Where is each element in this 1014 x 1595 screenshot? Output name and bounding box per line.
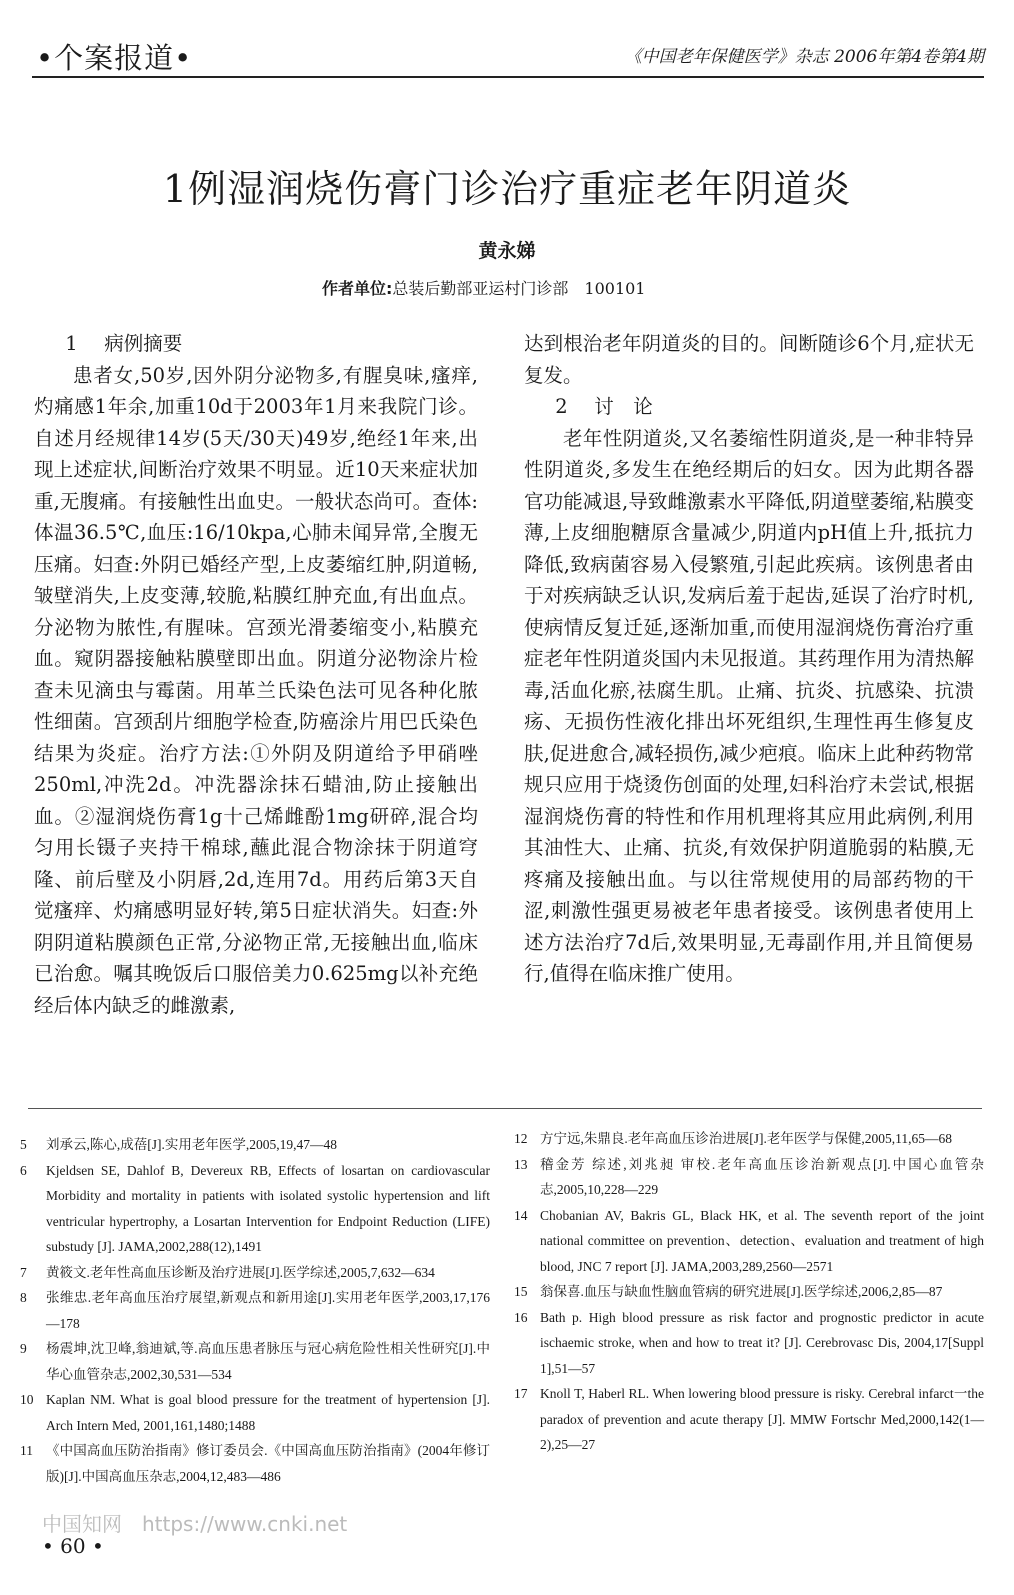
section-label: •个案报道• [36, 41, 193, 75]
affiliation-label: 作者单位: [322, 279, 393, 298]
reference-text: 稽金芳 综述,刘兆昶 审校.老年高血压诊治新观点[J].中国心血管杂志,2005,10,228—229 [540, 1156, 984, 1197]
reference-text: 刘承云,陈心,成蓓[J].实用老年医学,2005,19,47—48 [46, 1137, 337, 1152]
reference-text: 《中国高血压防治指南》修订委员会.《中国高血压防治指南》(2004年修订版)[J].中国高血压杂志,2004,12,483—486 [46, 1443, 490, 1484]
reference-text: Bath p. High blood pressure as risk factor and prognostic predictor in acute ischaemic stroke, when and how to treat it? [J]. Cerebrovasc Dis, 2004,17[Suppl 1],51—57 [540, 1309, 984, 1376]
reference-number: 11 [20, 1443, 33, 1458]
author-name: 黄永娣 [478, 240, 536, 262]
journal-header: 《中国老年保健医学》杂志 2006年第4卷第4期 [624, 47, 984, 67]
reference-text: Chobanian AV, Bakris GL, Black HK, et al. The seventh report of the joint national committee on prevention、detection、evaluation and treatment of high blood, JNC 7 report [J]. JAMA,2003,289,2560—2571 [540, 1207, 984, 1274]
reference-item [20, 1438, 490, 1489]
references-left [20, 1132, 490, 1489]
reference-number: 16 [514, 1309, 528, 1325]
case-paragraph-continued: 达到根治老年阴道炎的目的。间断随诊6个月,症状无复发。 [524, 332, 974, 387]
reference-text: 张维忠.老年高血压治疗展望,新观点和新用途[J].实用老年医学,2003,17,176—178 [46, 1290, 490, 1331]
reference-item [514, 1126, 984, 1152]
reference-item [514, 1305, 984, 1382]
article-title: 1例湿润烧伤膏门诊治疗重症老年阴道炎 [162, 167, 852, 211]
reference-item [514, 1152, 984, 1203]
reference-number: 13 [514, 1156, 528, 1172]
reference-number: 6 [20, 1162, 27, 1178]
reference-text: Kaplan NM. What is goal blood pressure for the treatment of hypertension [J]. Arch Intern Med, 2001,161,1480;1488 [46, 1392, 490, 1433]
reference-number: 15 [514, 1284, 528, 1299]
reference-number: 7 [20, 1264, 27, 1280]
reference-item [20, 1260, 490, 1286]
reference-item [20, 1387, 490, 1438]
discussion-paragraph: 老年性阴道炎,又名萎缩性阴道炎,是一种非特异性阴道炎,多发生在绝经期后的妇女。因为此期各器官功能减退,导致雌激素水平降低,阴道壁萎缩,粘膜变薄,上皮细胞糖原含量减少,阴道内pH值上升,抵抗力降低,致病菌容易入侵繁殖,引起此疾病。该例患者由于对疾病缺乏认识,发病后羞于起齿,延误了治疗时机,使病情反复迁延,逐渐加重,而使用湿润烧伤膏治疗重症老年性阴道炎国内未见报道。其药理作用为清热解毒,活血化瘀,祛腐生肌。止痛、抗炎、抗感染、抗溃疡、无损伤性液化排出坏死组织,生理性再生修复皮肤,促进愈合,减轻损伤,减少疤痕。临床上此种药物常规只应用于烧烫伤创面的处理,妇科治疗未尝试,根据湿润烧伤膏的特性和作用机理将其应用此病例,利用其油性大、止痛、抗炎,有效保护阴道脆弱的粘膜,无疼痛及接触出血。与以往常规使用的局部药物的干涩,刺激性强更易被老年患者接受。该例患者使用上述方法治疗7d后,效果明显,无毒副作用,并且简便易行,值得在临床推广使用。 [524, 426, 974, 985]
reference-text: Knoll T, Haberl RL. When lowering blood pressure is risky. Cerebral infarct一the paradox of prevention and acute therapy [J]. MMW Fortschr Med,2000,142(1—2),25—27 [540, 1386, 984, 1452]
reference-item [20, 1285, 490, 1336]
references-rule [28, 1108, 982, 1109]
reference-number: 9 [20, 1341, 27, 1356]
reference-item [20, 1336, 490, 1387]
reference-item [514, 1203, 984, 1280]
affiliation-text: 总装后勤部亚运村门诊部 100101 [392, 279, 646, 298]
reference-text: 杨震坤,沈卫峰,翁迪斌,等.高血压患者脉压与冠心病危险性相关性研究[J].中华心血管杂志,2002,30,531—534 [46, 1341, 490, 1382]
reference-number: 17 [514, 1386, 528, 1401]
reference-number: 12 [514, 1131, 528, 1146]
reference-item [514, 1279, 984, 1305]
cnki-watermark: 中国知网 https://www.cnki.net [42, 1512, 348, 1536]
case-paragraph: 患者女,50岁,因外阴分泌物多,有腥臭味,瘙痒,灼痛感1年余,加重10d于2003年1月来我院门诊。自述月经规律14岁(5天/30天)49岁,绝经1年来,出现上述症状,间断治疗效果不明显。近10天来症状加重,无腹痛。有接触性出血史。一般状态尚可。查体:体温36.5℃,血压:16/10kpa,心肺未闻异常,全腹无压痛。妇查:外阴已婚经产型,上皮萎缩红肿,阴道畅,皱壁消失,上皮变薄,较脆,粘膜红肿充血,有出血点。分泌物为脓性,有腥味。宫颈光滑萎缩变小,粘膜充血。窥阴器接触粘膜壁即出血。阴道分泌物涂片检查未见滴虫与霉菌。用革兰氏染色法可见各种化脓性细菌。宫颈刮片细胞学检查,防癌涂片用巴氏染色结果为炎症。治疗方法:①外阴及阴道给予甲硝唑250ml,冲洗2d。冲洗器涂抹石蜡油,防止接触出血。②湿润烧伤膏1g十己烯雌酚1mg研碎,混合均匀用长镊子夹持干棉球,蘸此混合物涂抹于阴道穹隆、前后壁及小阴唇,2d,连用7d。用药后第3天自觉瘙痒、灼痛感明显好转,第5日症状消失。妇查:外阴阴道粘膜颜色正常,分泌物正常,无接触出血,临床已治愈。嘱其晚饭后口服倍美力0.625mg以补充绝经后体内缺乏的雌激素, [34, 363, 478, 1017]
header-rule [32, 76, 984, 78]
reference-number: 8 [20, 1290, 27, 1305]
reference-text: 翁保喜.血压与缺血性脑血管病的研究进展[J].医学综述,2006,2,85—87 [540, 1284, 943, 1299]
reference-number: 10 [20, 1392, 34, 1407]
author-affiliation [322, 276, 646, 299]
reference-text: Kjeldsen SE, Dahlof B, Devereux RB, Effects of losartan on cardiovascular Morbidity and mortality in patients with isolated systolic hypertension and lift ventricular hypertrophy, a Losartan Intervention for Endpoint Reduction (LIFE) substudy [J]. JAMA,2002,288(12),1491 [46, 1162, 490, 1254]
reference-item [20, 1132, 490, 1158]
section-heading-2: 2 讨 论 [555, 395, 653, 418]
reference-item [514, 1381, 984, 1458]
references-right [514, 1126, 984, 1458]
reference-number: 14 [514, 1207, 528, 1223]
body-column-right [524, 328, 974, 990]
reference-text: 方宁远,朱鼎良.老年高血压诊治进展[J].老年医学与保健,2005,11,65—68 [540, 1131, 952, 1146]
section-heading-1: 1 病例摘要 [65, 332, 183, 355]
reference-item [20, 1158, 490, 1260]
page-number: • 60 • [42, 1534, 104, 1558]
reference-text: 黄筱文.老年性高血压诊断及治疗进展[J].医学综述,2005,7,632—634 [46, 1264, 435, 1280]
body-column-left [34, 328, 478, 1021]
reference-number: 5 [20, 1137, 27, 1152]
